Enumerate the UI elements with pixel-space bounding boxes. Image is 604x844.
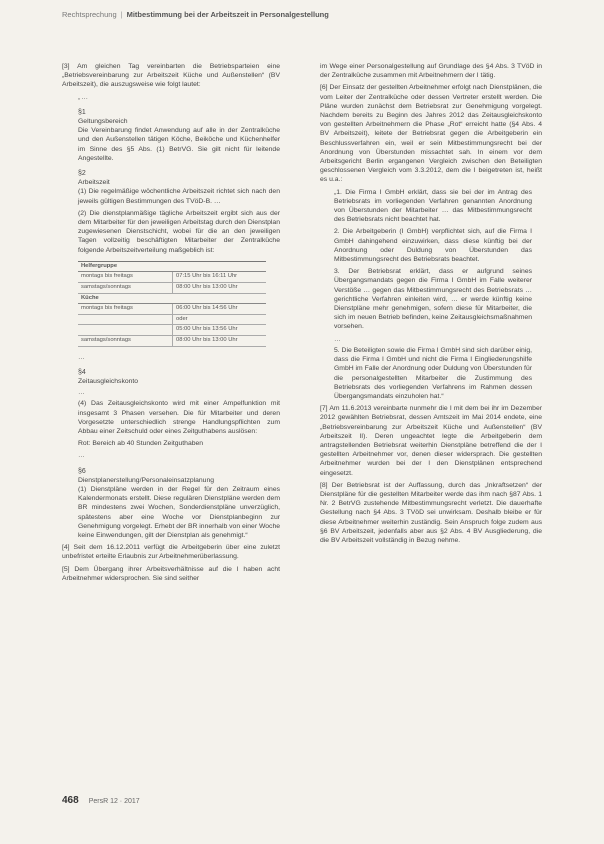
table-cell-time: oder bbox=[173, 314, 267, 325]
table-cell-time: 08:00 Uhr bis 13:00 Uhr bbox=[173, 336, 267, 347]
section-2-paragraph-1: (1) Die regelmäßige wöchentliche Arbeitszeit richtet sich nach den jeweils gültigen Bestimmungen des TVöD-B. … bbox=[78, 188, 280, 205]
section-4-heading: §4 bbox=[78, 368, 86, 376]
quoted-agreement-continued bbox=[62, 353, 280, 541]
page-number: 468 bbox=[62, 795, 79, 806]
ellipsis: … bbox=[78, 452, 86, 460]
table-row bbox=[78, 272, 266, 283]
quoted-agreement bbox=[62, 93, 280, 255]
table-cell-day: montags bis freitags bbox=[78, 272, 173, 283]
section-1-body: Die Vereinbarung findet Anwendung auf alle in der Zentralküche und den Außenstellen tätigen Köche, Beiköche und Küchenhelfer im Sinne des §5 Abs. (1) BetrVG. Sie gilt nicht für leitende Angestellte. bbox=[78, 127, 280, 162]
table-cell-time: 07:15 Uhr bis 16:11 Uhr bbox=[173, 272, 267, 283]
header-section: Rechtsprechung bbox=[62, 10, 117, 19]
table-cell-day bbox=[78, 314, 173, 325]
table-row bbox=[78, 304, 266, 315]
paragraph-5-continued: im Wege einer Personalgestellung auf Grundlage des §4 Abs. 3 TVöD in der Zentralküche zusammen mit Arbeitnehmern der I tätig. bbox=[320, 63, 542, 80]
table-group-row bbox=[78, 293, 266, 304]
table-cell-time: 08:00 Uhr bis 13:00 Uhr bbox=[173, 283, 267, 294]
header-title: Mitbestimmung bei der Arbeitszeit in Personalgestellung bbox=[126, 10, 329, 19]
section-6-title: Dienstplanerstellung/Personaleinsatzplanung bbox=[78, 476, 215, 484]
paragraph-5: [5] Dem Übergang ihrer Arbeitsverhältnisse auf die I haben acht Arbeitnehmer widersprochen. Sie sind seither bbox=[62, 565, 280, 582]
paragraph-7: [7] Am 11.6.2013 vereinbarte nunmehr die I mit dem bei ihr im Dezember 2012 gewählten Betriebsrat, dessen Amtszeit im Mai 2014 endete, eine „Betriebsvereinbarung zur Arbeitszeit Küche und Außenstellen“ (BV Arbeitszeit II). Deren ungeachtet legte die Arbeitgeberin dem antragstellenden Betriebsrat weiterhin Dienstpläne betreffend die der I gestellten Arbeitnehmer vor, denen dieser widersprach. Die gestellten Arbeitnehmer wurden bei der I den Dienstplänen entsprechend eingesetzt. bbox=[320, 405, 542, 477]
table-cell-day: montags bis freitags bbox=[78, 304, 173, 315]
issue-label: PersR 12 · 2017 bbox=[88, 798, 140, 805]
table-cell-time: 05:00 Uhr bis 13:56 Uhr bbox=[173, 325, 267, 336]
section-4-title: Zeitausgleichskonto bbox=[78, 378, 139, 386]
ellipsis: … bbox=[334, 335, 342, 343]
table-group-row bbox=[78, 261, 266, 272]
table-row bbox=[78, 336, 266, 347]
running-header bbox=[62, 10, 564, 19]
table-group-label: Helfergruppe bbox=[78, 261, 266, 272]
quote-item-3: 3. Der Betriebsrat erklärt, dass er aufgrund seines Übergangsmandats gegen die Firma I GmbH im Falle weiterer Verstöße … gegen das Mitbestimmungsrecht des Betriebsrats … gerichtliche Verfahren einleiten wird, … er werde künftig keine Dienstpläne mehr genehmigen, sofern diese für Mitarbeiter, die sich im neuen Betrieb befinden, keine Zeitausgleichsmaßnahmen vorsehen. bbox=[334, 268, 532, 331]
table-cell-day: samstags/sonntags bbox=[78, 283, 173, 294]
quote-item-5: 5. Die Beteiligten sowie die Firma I GmbH sind sich darüber einig, dass die Firma I GmbH und nicht die Firma I Eingliederungshilfe GmbH im Falle der Anordnung oder Duldung von Überstunden für die personalgestellten Mitarbeiter die Zustimmung des Betriebsrats des vorliegenden Verfahrens im Rahmen dessen Übergangsmandats einzuholen hat.“ bbox=[334, 346, 532, 400]
section-6-heading: §6 bbox=[78, 467, 86, 475]
settlement-quote bbox=[320, 188, 542, 401]
header-separator: | bbox=[120, 10, 123, 19]
ellipsis: „… bbox=[78, 93, 90, 101]
table-cell-day: samstags/sonntags bbox=[78, 336, 173, 347]
table-row bbox=[78, 325, 266, 336]
working-time-table bbox=[78, 261, 266, 347]
table-row bbox=[78, 314, 266, 325]
paragraph-4: [4] Seit dem 16.12.2011 verfügt die Arbeitgeberin über eine zuletzt unbefristet erteilte Erlaubnis zur Arbeitnehmerüberlassung. bbox=[62, 544, 280, 561]
section-2-title: Arbeitszeit bbox=[78, 179, 110, 187]
ellipsis: … bbox=[78, 389, 86, 397]
section-2-heading: §2 bbox=[78, 170, 86, 178]
section-2-paragraph-2: (2) Die dienstplanmäßige tägliche Arbeitszeit ergibt sich aus der dem Mitarbeiter für den jeweiligen Arbeitstag durch den Dienstplan zugewiesenen Dienstschicht, wobei für die an den jeweiligen Tagen vollzeitig beschäftigten Mitarbeiter der Zentralküche folgende Arbeitszeitverteilung maßgeblich ist: bbox=[78, 209, 280, 254]
section-1-heading: §1 bbox=[78, 108, 86, 116]
paragraph-8: [8] Der Betriebsrat ist der Auffassung, durch das „Inkraftsetzen“ der Dienstpläne für die gestellten Mitarbeiter werde das ihm nach §87 Abs. 1 Nr. 2 BetrVG zustehende Mitbestimmungsrecht verletzt. Die dauerhafte Gestellung nach §4 Abs. 3 TVöD sei unwirksam. Deshalb bleibe er für diese Arbeitnehmer weiterhin zuständig. Sein Anspruch folge zudem aus §6 BV Arbeitszeit, jedenfalls aber aus §2 Abs. 4 BV Ausgliederung, die die BV Arbeitszeit vollständig in Bezug nehme. bbox=[320, 481, 542, 544]
left-column bbox=[62, 62, 280, 586]
table-cell-time: 06:00 Uhr bis 14:56 Uhr bbox=[173, 304, 267, 315]
section-6-body: (1) Dienstpläne werden in der Regel für den Zeitraum eines Kalendermonats erstellt. Diese regulären Dienstpläne werden dem BR mindestens zwei Wochen, Sonderdienstpläne unverzüglich, spätestens aber eine Woche vor Dienstplanbeginn zur Genehmigung vorgelegt. Erhebt der BR innerhalb von einer Woche keine Einwendungen, gilt der Dienstplan als genehmigt.“ bbox=[78, 486, 281, 540]
table-row bbox=[78, 283, 266, 294]
section-4-last-line: Rot: Bereich ab 40 Stunden Zeitguthaben bbox=[78, 440, 204, 448]
section-1-title: Geltungsbereich bbox=[78, 118, 128, 126]
quote-item-1: „1. Die Firma I GmbH erklärt, dass sie bei der im Antrag des Betriebsrats im vorliegenden Verfahren genannten Anordnung von Überstunden der Mitarbeiter … das Mitbestimmungsrecht des Betriebsrats nicht beachtet hat. bbox=[334, 188, 532, 224]
page-footer bbox=[62, 795, 140, 806]
right-column bbox=[320, 62, 542, 548]
ellipsis: … bbox=[78, 353, 86, 361]
quote-item-2: 2. Die Arbeitgeberin (I GmbH) verpflichtet sich, auf die Firma I GmbH dahingehend einzuwirken, dass diese künftig bei der Anordnung oder Duldung von Überstunden das Mitbestimmungsrecht des Betriebsrats beachtet. bbox=[334, 228, 532, 264]
section-4-body: (4) Das Zeitausgleichskonto wird mit einer Ampelfunktion mit insgesamt 3 Phasen versehen. Die für Mitarbeiter und deren Vorgesetzte unterschiedlich strenge Handlungspflichten zum Abbau einer Zeitschuld oder eines Zeitguthabens auslösen: bbox=[78, 400, 280, 436]
table-group-label: Küche bbox=[78, 293, 266, 304]
paragraph-6: [6] Der Einsatz der gestellten Arbeitnehmer erfolgt nach Dienstplänen, die vom Leiter der Zentralküche oder dessen Vertreter erstellt werden. Die Pläne wurden zunächst dem Betriebsrat zur Genehmigung vorgelegt. Nachdem bereits zu Beginn des Jahres 2012 das Zeitausgleichskonto von gestellten Arbeitnehmern die Phase „Rot“ erreicht hatte (§4 Abs. 4 BV Arbeitszeit), leitete der Betriebsrat gegen die Arbeitgeberin ein Beschlussverfahren ein, weil er sein Mitbestimmungsrecht bei der Anordnung von Überstunden missachtet sah. In einem vor dem Arbeitsgericht Berlin ergangenen Vergleich zwischen den Beteiligten geschlossenen Vergleich vom 3.3.2012, dem die I beigetreten ist, heißt es u.a.: bbox=[320, 84, 542, 184]
paragraph-3: [3] Am gleichen Tag vereinbarten die Betriebsparteien eine „Betriebsvereinbarung zur Arbeitszeit Küche und Außenstellen“ (BV Arbeitszeit), die auszugsweise wie folgt lautet: bbox=[62, 63, 280, 89]
table-cell-day bbox=[78, 325, 173, 336]
